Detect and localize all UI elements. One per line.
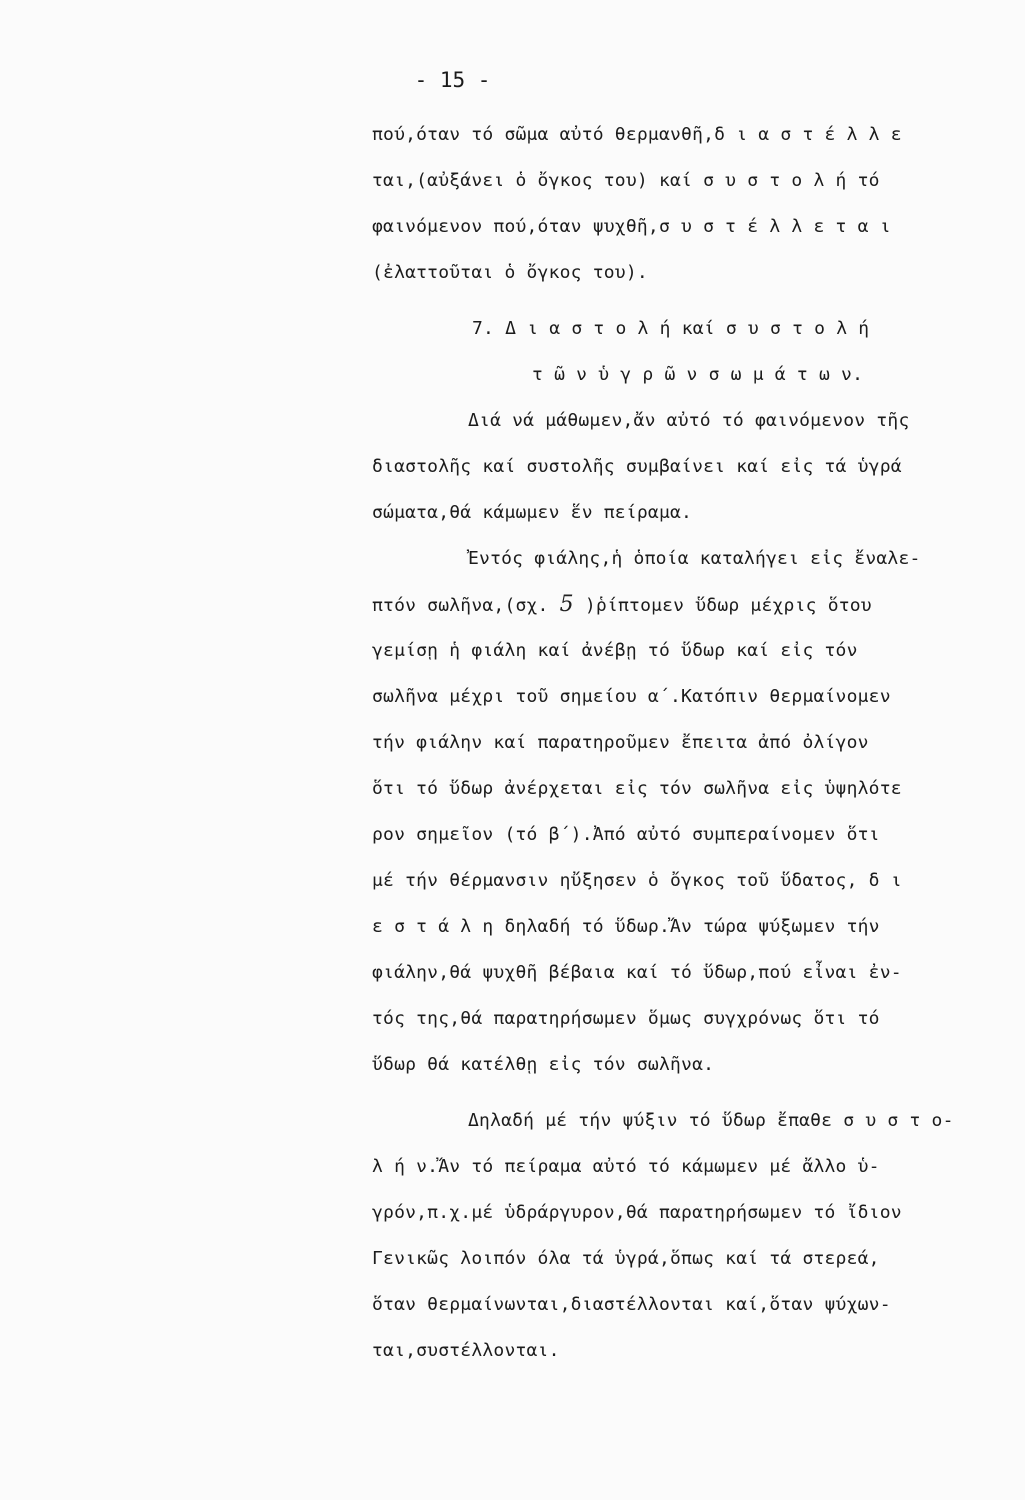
body-text bbox=[372, 112, 1022, 1374]
text-line: ὕδωρ θά κατέλθῃ εἰς τόν σωλῆνα. bbox=[372, 1054, 715, 1075]
text-line: τός της,θά παρατηρήσωμεν ὅμως συγχρόνως ὅτι τό bbox=[372, 1008, 880, 1029]
text-line: (ἐλαττοῦται ὁ ὄγκος του). bbox=[372, 262, 648, 283]
paragraph-first-line: Δηλαδή μέ τήν ψύξιν τό ὕδωρ ἔπαθε σ υ σ τ ο- bbox=[468, 1110, 954, 1131]
text-line: φιάλην,θά ψυχθῆ βέβαια καί τό ὕδωρ,πού εἶναι ἐν- bbox=[372, 962, 902, 983]
text-line: ται,συστέλλονται. bbox=[372, 1340, 560, 1361]
text-line: φαινόμενον πού,όταν ψυχθῆ,σ υ σ τ έ λ λ ε τ α ι bbox=[372, 216, 891, 237]
page-number: - 15 - bbox=[414, 68, 491, 92]
text-line: μέ τήν θέρμανσιν ηὔξησεν ὁ ὄγκος τοῦ ὕδατος, δ ι bbox=[372, 870, 902, 891]
text-line: γεμίσῃ ἡ φιάλη καί ἀνέβῃ τό ὕδωρ καί εἰς τόν bbox=[372, 640, 858, 661]
text-line: σώματα,θά κάμωμεν ἕν πείραμα. bbox=[372, 502, 693, 523]
text-line: Γενικῶς λοιπόν όλα τά ὑγρά,ὅπως καί τά στερεά, bbox=[372, 1248, 880, 1269]
text-line: λ ή ν.Ἄν τό πείραμα αὐτό τό κάμωμεν μέ ἄλλο ὑ- bbox=[372, 1156, 880, 1177]
text-line: διαστολῆς καί συστολῆς συμβαίνει καί εἰς τά ὑγρά bbox=[372, 456, 902, 477]
text-line: ὅτι τό ὕδωρ ἀνέρχεται εἰς τόν σωλῆνα εἰς ὑψηλότε bbox=[372, 778, 902, 799]
text-line bbox=[372, 582, 1022, 628]
text-fragment: πτόν σωλῆνα,(σχ. bbox=[372, 595, 560, 616]
text-line: σωλῆνα μέχρι τοῦ σημείου α΄.Κατόπιν θερμαίνομεν bbox=[372, 686, 891, 707]
handwritten-figure-number: 5 bbox=[559, 592, 574, 617]
text-line: ρον σημεῖον (τό β΄).Ἀπό αὐτό συμπεραίνομεν ὅτι bbox=[372, 824, 880, 845]
paragraph-first-line: Ἐντός φιάλης,ἡ ὁποία καταλήγει εἰς ἔναλε- bbox=[468, 548, 921, 569]
text-line: τήν φιάλην καί παρατηροῦμεν ἔπειτα ἀπό ὀλίγον bbox=[372, 732, 869, 753]
text-line: πού,όταν τό σῶμα αὐτό θερμανθῆ,δ ι α σ τ έ λ λ ε bbox=[372, 124, 902, 145]
text-line: ε σ τ ά λ η δηλαδή τό ὕδωρ.Ἄν τώρα ψύξωμεν τήν bbox=[372, 916, 880, 937]
text-line: ὅταν θερμαίνωνται,διαστέλλονται καί,ὅταν ψύχων- bbox=[372, 1294, 891, 1315]
section-heading: 7. Δ ι α σ τ ο λ ή καί σ υ σ τ ο λ ή bbox=[472, 318, 870, 339]
text-line: γρόν,π.χ.μέ ὑδράργυρον,θά παρατηρήσωμεν τό ἴδιον bbox=[372, 1202, 902, 1223]
text-fragment: )ῥίπτομεν ὕδωρ μέχρις ὅτου bbox=[573, 595, 872, 616]
section-heading-continued: τ ῶ ν ὑ γ ρ ῶ ν σ ω μ ά τ ω ν. bbox=[532, 364, 864, 385]
text-line: ται,(αὐξάνει ὁ ὄγκος του) καί σ υ σ τ ο λ ή τό bbox=[372, 170, 880, 191]
paragraph-first-line: Διά νά μάθωμεν,ἄν αὐτό τό φαινόμενον τῆς bbox=[468, 410, 910, 431]
